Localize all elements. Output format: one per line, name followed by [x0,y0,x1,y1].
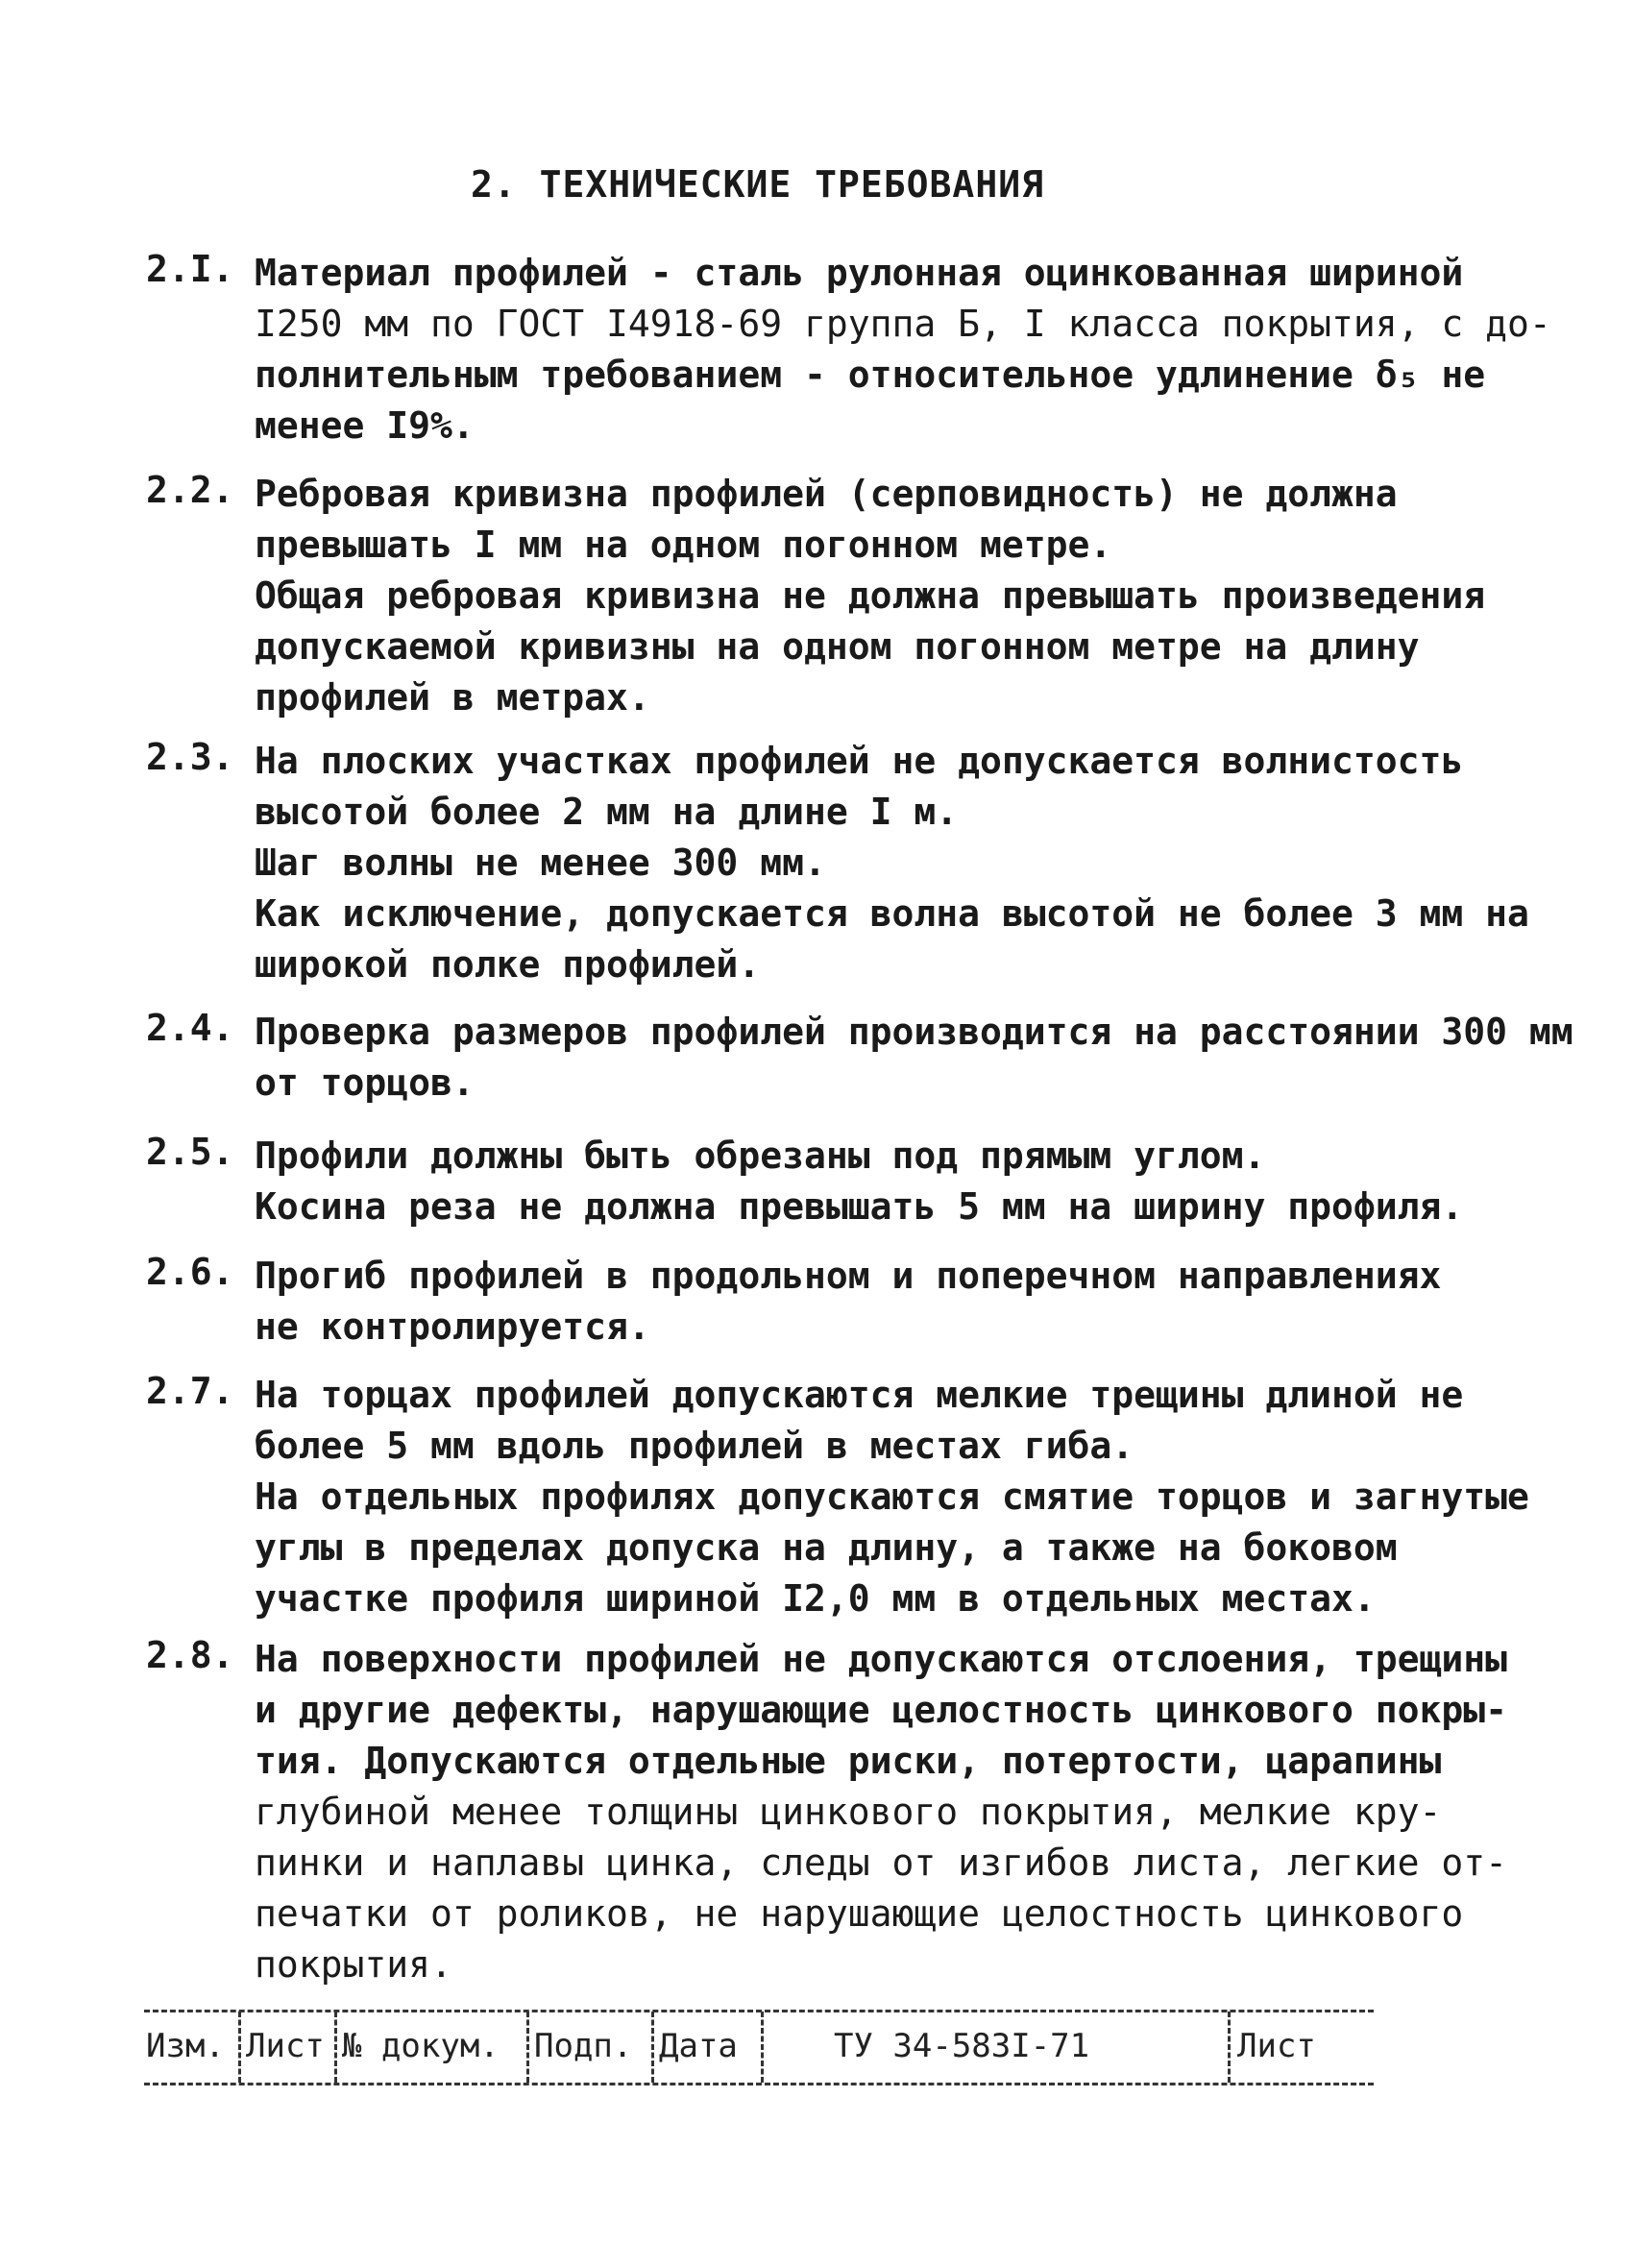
section-line: глубиной менее толщины цинкового покрытия, мелкие кру- [255,1791,1442,1833]
section-line: Косина реза не должна превышать 5 мм на ширину профиля. [255,1185,1464,1228]
section-line: более 5 мм вдоль профилей в местах гиба. [255,1425,1134,1467]
section-line: Материал профилей - сталь рулонная оцинкованная шириной [255,252,1464,294]
section-line: от торцов. [255,1061,475,1104]
section-line: тия. Допускаются отдельные риски, потертости, царапины [255,1740,1442,1782]
section-number: 2.7. [146,1370,234,1412]
stamp-separator [1228,2012,1231,2083]
section-line: Проверка размеров профилей производится на расстоянии 300 мм [255,1011,1573,1053]
section-body [255,1634,1508,1990]
section-line: полнительным требованием - относительное удлинение δ₅ не [255,354,1486,396]
section-number: 2.3. [146,736,234,778]
section-line: участке профиля шириной I2,0 мм в отдельных местах. [255,1577,1376,1620]
section-line: пинки и наплавы цинка, следы от изгибов листа, легкие от- [255,1841,1508,1884]
section-body [255,469,1494,723]
section-line: профилей в метрах. [255,676,650,719]
stamp-top-border [144,2010,1374,2012]
section-body [255,1131,1494,1232]
section-line: На плоских участках профилей не допускается волнистость [255,740,1464,782]
stamp-data-label: Дата [659,2027,738,2065]
section-line: менее I9%. [255,404,475,447]
section-body [255,1370,1529,1624]
section-line: Профили должны быть обрезаны под прямым углом. [255,1134,1266,1177]
section-body [255,1251,1494,1353]
stamp-list-label: Лист [246,2027,325,2065]
stamp-dokum-label: № докум. [342,2027,500,2065]
section-line: не контролируется. [255,1305,650,1348]
stamp-separator [238,2012,241,2083]
section-number: 2.8. [146,1634,234,1676]
section-line: Прогиб профилей в продольном и поперечном направлениях [255,1255,1442,1297]
stamp-bottom-border [144,2083,1374,2085]
section-line: Шаг волны не менее 300 мм. [255,841,826,884]
stamp-list-right-label: Лист [1237,2027,1316,2065]
section-line: На поверхности профилей не допускаются отслоения, трещины [255,1638,1508,1680]
section-number: 2.6. [146,1251,234,1293]
stamp-podp-label: Подп. [534,2027,633,2065]
section-body [255,736,1529,990]
section-line: и другие дефекты, нарушающие целостность цинкового покры- [255,1689,1508,1731]
section-line: широкой полке профилей. [255,943,761,986]
section-line: Как исключение, допускается волна высотой не более 3 мм на [255,892,1529,935]
section-line: На торцах профилей допускаются мелкие трещины длиной не [255,1374,1464,1416]
stamp-separator [526,2012,529,2083]
page-title: 2. ТЕХНИЧЕСКИЕ ТРЕБОВАНИЯ [471,163,1044,206]
section-number: 2.4. [146,1007,234,1049]
section-line: покрытия. [255,1943,452,1986]
section-number: 2.5. [146,1131,234,1173]
section-line: Ребровая кривизна профилей (серповидность) не должна [255,473,1398,515]
stamp-separator [334,2012,337,2083]
section-line: На отдельных профилях допускаются смятие торцов и загнутые [255,1475,1529,1518]
section-line: углы в пределах допуска на длину, а также на боковом [255,1526,1398,1569]
stamp-separator [761,2012,764,2083]
section-body [255,248,1551,451]
stamp-izm-label: Изм. [146,2027,225,2065]
section-number: 2.2. [146,469,234,511]
section-number: 2.I. [146,248,234,290]
stamp-separator [651,2012,654,2083]
section-line: превышать I мм на одном погонном метре. [255,524,1112,566]
section-line: Общая ребровая кривизна не должна превышать произведения [255,574,1486,617]
section-line: высотой более 2 мм на длине I м. [255,791,959,833]
section-line: допускаемой кривизны на одном погонном метре на длину [255,625,1420,668]
stamp-document-code: ТУ 34-583I-71 [834,2027,1090,2065]
section-line: печатки от роликов, не нарушающие целостность цинкового [255,1892,1464,1935]
section-body [255,1007,1573,1109]
section-line: I250 мм по ГОСТ I4918-69 группа Б, I класса покрытия, с до- [255,303,1551,345]
title-block-stamp [144,1998,1374,2104]
